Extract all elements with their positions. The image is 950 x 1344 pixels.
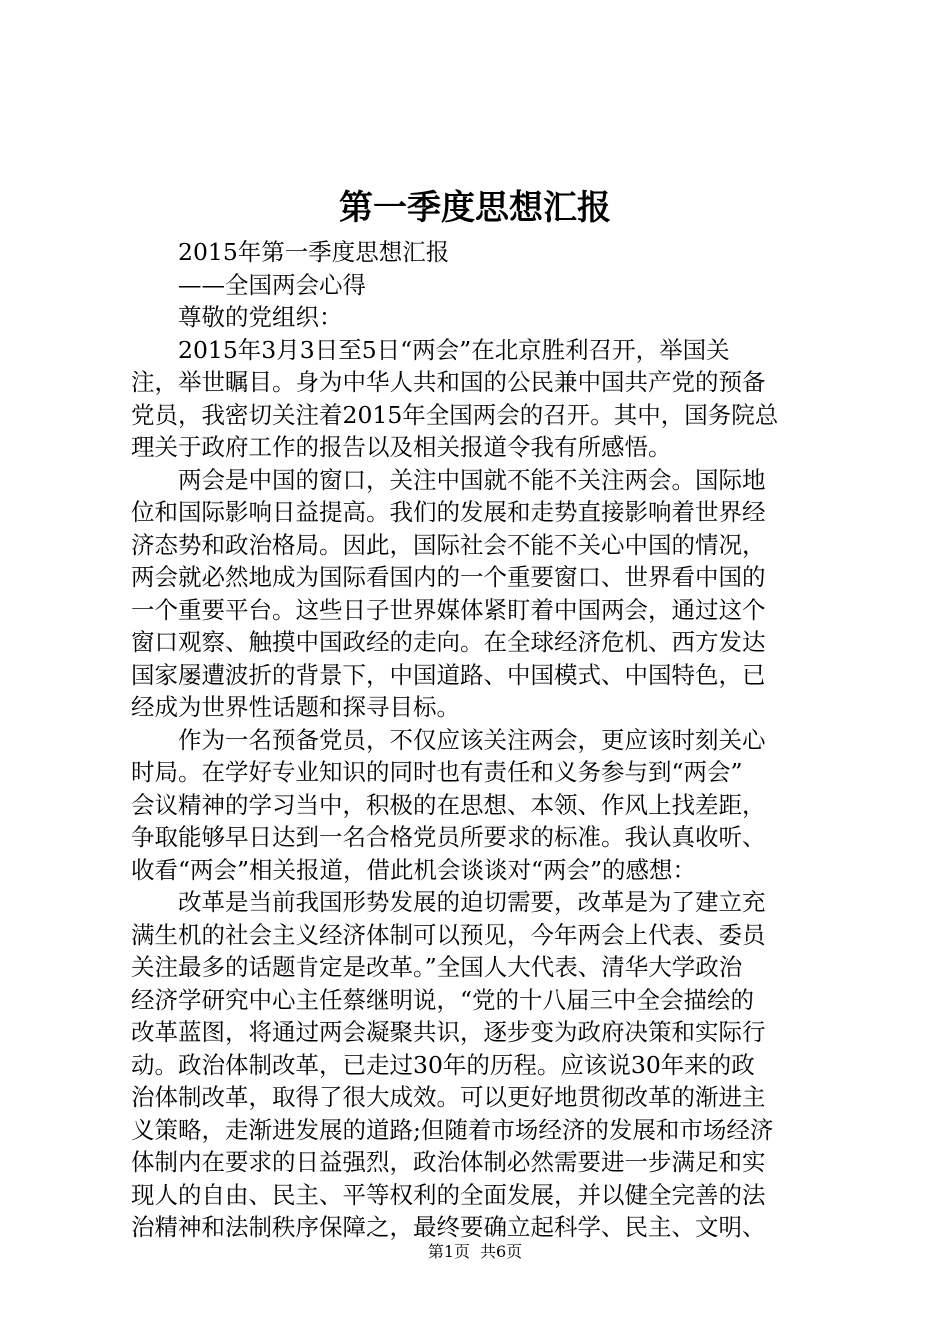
body-line: 2015年3月3日至5日“两会”在北京胜利召开，举国关 [178, 335, 730, 364]
body-line: 动。政治体制改革，已走过30年的历程。应该说30年来的政 [131, 1050, 755, 1079]
body-line: 治精神和法制秩序保障之，最终要确立起科学、民主、文明、 [131, 1213, 766, 1241]
body-line: 治体制改革，取得了很大成效。可以更好地贯彻改革的渐进主 [131, 1083, 766, 1111]
body-line: 改革是当前我国形势发展的迫切需要，改革是为了建立充 [178, 888, 766, 916]
body-line: 改革蓝图，将通过两会凝聚共识，逐步变为政府决策和实际行 [131, 1018, 766, 1046]
body-line: 尊敬的党组织： [178, 303, 343, 331]
body-line: 国家屡遭波折的背景下，中国道路、中国模式、中国特色，已 [131, 660, 766, 689]
body-line: 2015年第一季度思想汇报 [178, 238, 450, 266]
body-line: 收看“两会”相关报道，借此机会谈谈对“两会”的感想： [131, 855, 697, 884]
page-total: 共6页 [480, 1242, 523, 1261]
body-line: 济态势和政治格局。因此，国际社会不能不关心中国的情况， [131, 530, 766, 559]
body-line: 窗口观察、触摸中国政经的走向。在全球经济危机、西方发达 [131, 628, 766, 656]
body-line: 会议精神的学习当中，积极的在思想、本领、作风上找差距， [131, 790, 766, 819]
page-number: 第1页 [427, 1242, 470, 1261]
body-line: 关注最多的话题肯定是改革。”全国人大代表、清华大学政治 [131, 953, 743, 981]
body-line: ——全国两会心得 [178, 270, 366, 299]
document-title: 第一季度思想汇报 [339, 188, 611, 228]
body-line: 体制内在要求的日益强烈，政治体制必然需要进一步满足和实 [131, 1148, 766, 1176]
document-body [131, 236, 831, 1244]
body-line: 一个重要平台。这些日子世界媒体紧盯着中国两会，通过这个 [131, 595, 766, 624]
body-line: 经成为世界性话题和探寻目标。 [131, 693, 460, 721]
body-line: 注，举世瞩目。身为中华人共和国的公民兼中国共产党的预备 [131, 368, 766, 396]
body-line: 两会是中国的窗口，关注中国就不能不关注两会。国际地 [178, 465, 766, 494]
body-line: 理关于政府工作的报告以及相关报道令我有所感悟。 [131, 433, 672, 461]
body-line: 党员，我密切关注着2015年全国两会的召开。其中，国务院总 [131, 400, 779, 429]
page-footer [0, 1240, 950, 1264]
body-line: 时局。在学好专业知识的同时也有责任和义务参与到“两会” [131, 758, 743, 786]
body-line: 作为一名预备党员，不仅应该关注两会，更应该时刻关心 [178, 725, 766, 754]
body-line: 争取能够早日达到一名合格党员所要求的标准。我认真收听、 [131, 823, 766, 851]
body-line: 现人的自由、民主、平等权利的全面发展，并以健全完善的法 [131, 1180, 766, 1209]
body-line: 位和国际影响日益提高。我们的发展和走势直接影响着世界经 [131, 498, 766, 526]
body-line: 经济学研究中心主任蔡继明说，“党的十八届三中全会描绘的 [131, 985, 755, 1014]
body-line: 满生机的社会主义经济体制可以预见，今年两会上代表、委员 [131, 920, 766, 949]
body-line: 义策略，走渐进发展的道路;但随着市场经济的发展和市场经济 [131, 1115, 774, 1144]
body-line: 两会就必然地成为国际看国内的一个重要窗口、世界看中国的 [131, 563, 766, 591]
